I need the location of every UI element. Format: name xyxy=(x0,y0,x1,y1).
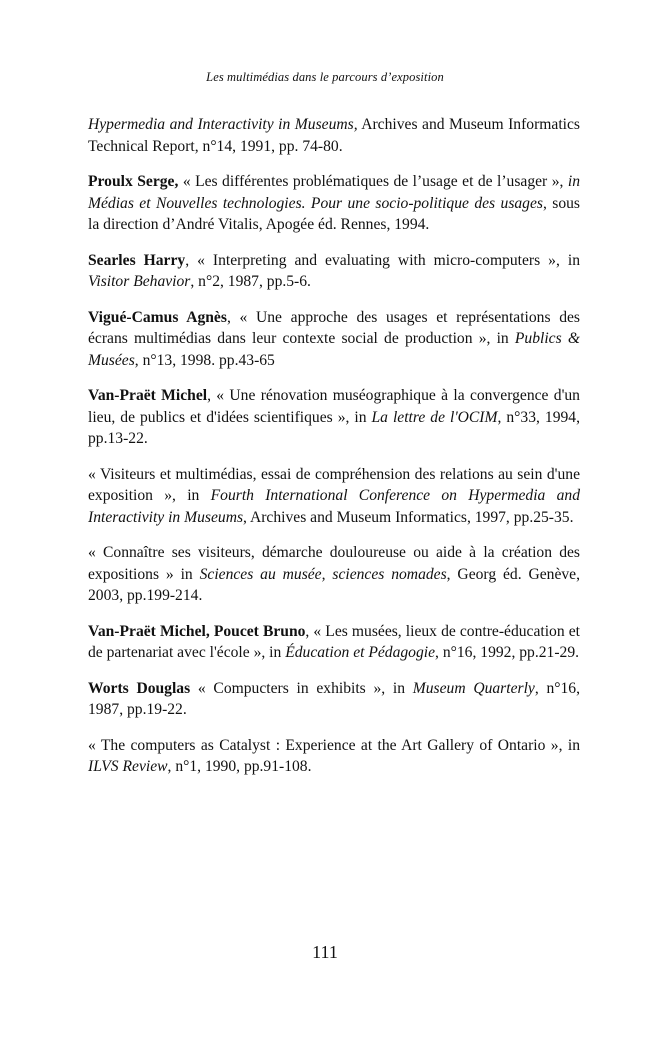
bibliography-entry xyxy=(88,250,580,293)
entry-text: « Connaître ses visiteurs, démarche douloureuse ou aide à la création des expositions » in xyxy=(88,544,580,583)
entry-details: , n°1, 1990, pp.91-108. xyxy=(167,758,312,775)
entry-source: Publics & Musées xyxy=(88,330,580,369)
bibliography-entry xyxy=(88,678,580,721)
bibliography-entry xyxy=(88,464,580,529)
entry-text: « The computers as Catalyst : Experience at the Art Gallery of Ontario », in xyxy=(88,736,580,754)
entry-author: Searles Harry xyxy=(88,251,186,269)
entry-text: , « Les musées, lieux de contre-éducation et de partenariat avec l'école », in xyxy=(88,622,580,661)
page-number: 111 xyxy=(312,942,338,962)
entry-details: , Georg éd. Genève, 2003, pp.199-214. xyxy=(88,565,581,604)
entry-details: Archives and Museum Informatics Technical Report, n°14, 1991, pp. 74-80. xyxy=(88,116,580,155)
entry-details: , n°13, 1998. pp.43-65 xyxy=(134,351,275,369)
entry-details: , Archives and Museum Informatics, 1997, pp.25-35. xyxy=(243,508,574,526)
bibliography-entry xyxy=(88,385,580,450)
entry-author: Vigué-Camus Agnès xyxy=(88,308,227,326)
entry-source: Visitor Behavior xyxy=(88,273,191,290)
entry-author: Proulx Serge, xyxy=(88,173,179,190)
entry-text: « Visiteurs et multimédias, essai de compréhension des relations au sein d'une exposition », in xyxy=(88,465,580,504)
entry-text: « Les différentes problématiques de l’usage et de l’usager », xyxy=(178,173,568,190)
entry-details: , n°2, 1987, pp.5-6. xyxy=(190,273,311,290)
bibliography-entry xyxy=(88,735,580,778)
running-header: Les multimédias dans le parcours d’exposition xyxy=(206,70,444,84)
bibliography-entry xyxy=(88,307,580,372)
entry-source: Sciences au musée, sciences nomades xyxy=(199,565,447,583)
entry-author: Van-Praët Michel xyxy=(88,387,208,404)
entry-source: ILVS Review xyxy=(88,758,168,775)
bibliography-entry xyxy=(88,542,580,607)
entry-source: in Médias et Nouvelles technologies. Pour une socio-politique des usages xyxy=(88,173,581,212)
entry-author: Van-Praët Michel, Poucet Bruno xyxy=(88,622,306,640)
entry-details: , n°16, 1992, pp.21-29. xyxy=(435,644,580,661)
bibliography xyxy=(88,114,580,792)
entry-text: , « Interpreting and evaluating with micro-computers », in xyxy=(185,251,580,269)
entry-details: , n°16, 1987, pp.19-22. xyxy=(88,679,580,718)
entry-source: Museum Quarterly xyxy=(412,679,535,697)
bibliography-entry xyxy=(88,171,580,236)
entry-source: Éducation et Pédagogie xyxy=(285,644,436,661)
entry-title: Hypermedia and Interactivity in Museums, xyxy=(88,116,358,133)
entry-author: Worts Douglas xyxy=(88,679,191,697)
entry-text: , « Une rénovation muséographique à la convergence d'un lieu, de publics et d'idées scientifiques », in xyxy=(88,387,580,426)
entry-details: , sous la direction d’André Vitalis, Apogée éd. Rennes, 1994. xyxy=(88,194,580,233)
entry-text: « Compucters in exhibits », in xyxy=(190,679,413,697)
bibliography-entry xyxy=(88,621,580,664)
bibliography-entry xyxy=(88,114,580,157)
entry-details: , n°33, 1994, pp.13-22. xyxy=(88,408,580,447)
entry-source: Fourth International Conference on Hypermedia and Interactivity in Museums xyxy=(88,487,580,526)
entry-text: , « Une approche des usages et représentations des écrans multimédias dans leur contexte social de production », in xyxy=(88,308,580,347)
entry-source: La lettre de l'OCIM xyxy=(371,408,498,426)
